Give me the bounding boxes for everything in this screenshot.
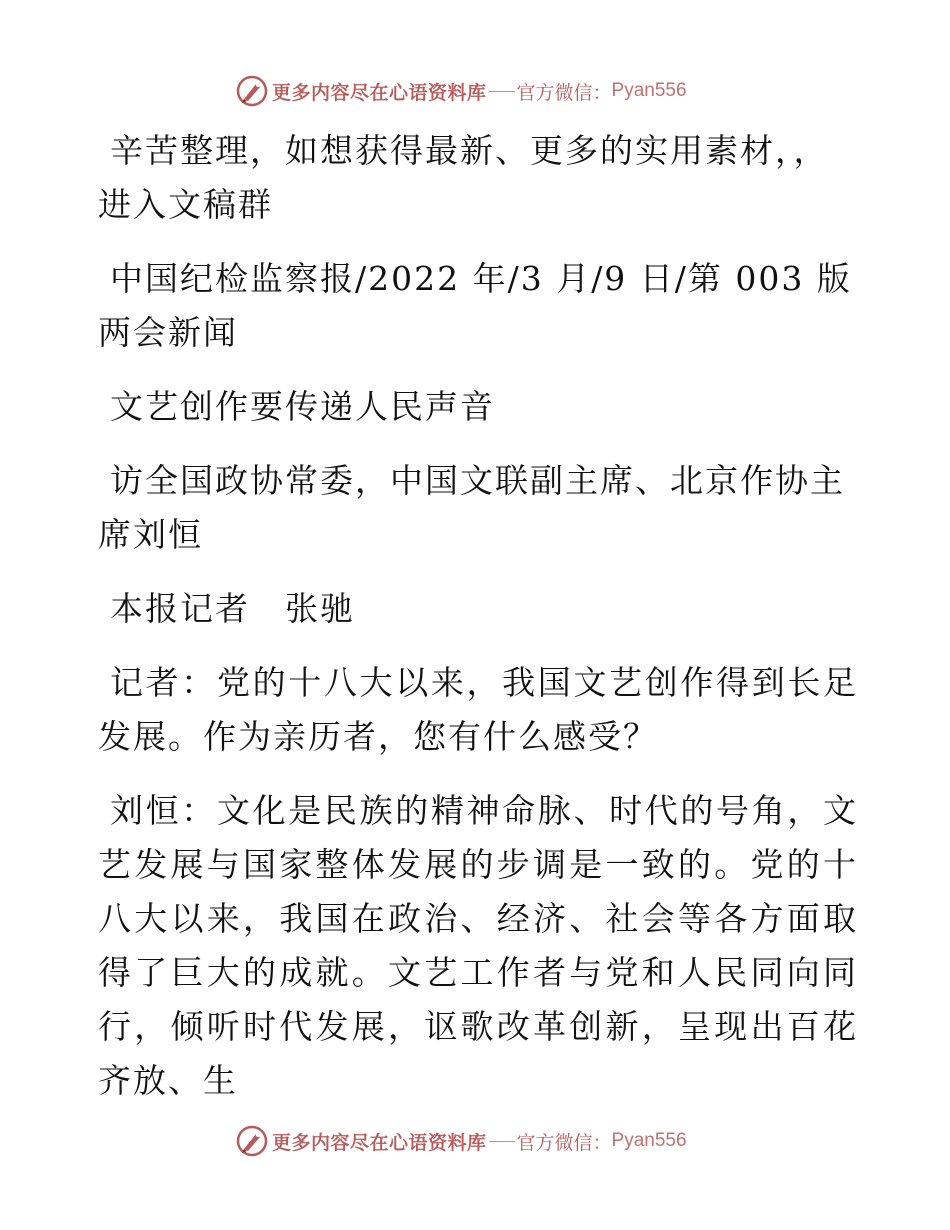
- intro-paragraph: 辛苦整理，如想获得最新、更多的实用素材，，进入文稿群: [98, 131, 829, 224]
- banner-text: 更多内容尽在心语资料库: [272, 81, 487, 104]
- banner-wechat-id: Pyan556: [611, 1130, 687, 1151]
- source-line: 中国纪检监察报/2022 年/3 月/9 日/第 003 版两会新闻: [98, 259, 852, 352]
- article-title: 文艺创作要传递人民声音: [110, 387, 495, 426]
- article-body: [98, 124, 858, 1128]
- pen-logo-icon: [236, 1125, 268, 1157]
- banner-separator: [489, 91, 515, 92]
- banner-wechat-id: Pyan556: [611, 80, 687, 101]
- header-watermark-banner: [236, 74, 687, 108]
- banner-text: 更多内容尽在心语资料库: [272, 1131, 487, 1154]
- article-subtitle: 访全国政协常委，中国文联副主席、北京作协主席刘恒: [98, 461, 845, 554]
- interview-question: 记者：党的十八大以来，我国文艺创作得到长足发展。作为亲历者，您有什么感受？: [98, 663, 858, 756]
- interview-answer: 刘恒：文化是民族的精神命脉、时代的号角，文艺发展与国家整体发展的步调是一致的。党的十八大以来，我国在政治、经济、社会等各方面取得了巨大的成就。文艺工作者与党和人民同向同行，倾听时代发展，讴歌改革创新，呈现出百花齐放、生: [98, 791, 858, 1100]
- banner-label: 官方微信：: [516, 81, 612, 104]
- banner-separator: [489, 1141, 515, 1142]
- pen-logo-icon: [236, 75, 268, 107]
- banner-label: 官方微信：: [516, 1131, 612, 1154]
- byline: 本报记者 张驰: [110, 589, 355, 628]
- footer-watermark-banner: [236, 1124, 687, 1158]
